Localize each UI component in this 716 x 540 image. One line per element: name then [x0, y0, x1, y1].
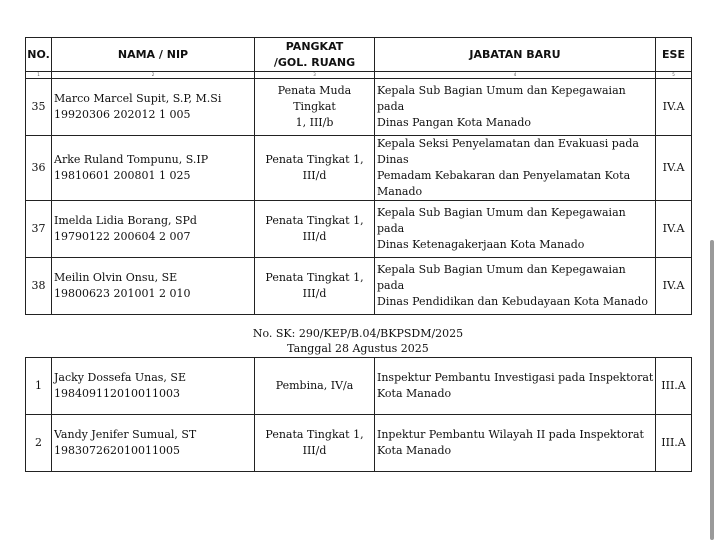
header-nama-nip: NAMA / NIP: [52, 38, 255, 72]
position-line: Dinas Pendidikan dan Kebudayaan Kota Manado: [377, 295, 648, 308]
echelon-cell: IV.A: [656, 79, 692, 136]
table-row: [26, 258, 692, 315]
employee-nip: 19920306 202012 1 005: [54, 108, 191, 121]
rank-line: Penata Tingkat 1,: [265, 271, 364, 284]
echelon-cell: IV.A: [656, 258, 692, 315]
row-number: 38: [26, 258, 52, 315]
column-number-row: [26, 72, 692, 79]
table-row: [26, 415, 692, 472]
row-number: 2: [26, 415, 52, 472]
appointment-table-2: [25, 357, 692, 472]
name-nip-cell: [52, 358, 255, 415]
rank-line: 1, III/b: [295, 116, 334, 129]
rank-line: Penata Muda Tingkat: [277, 84, 352, 113]
header-pangkat: [255, 38, 375, 72]
rank-line: III/d: [302, 169, 327, 182]
header-ese: ESE: [656, 38, 692, 72]
rank-cell: [255, 258, 375, 315]
employee-name: Marco Marcel Supit, S.P, M.Si: [54, 92, 222, 105]
position-cell: [375, 415, 656, 472]
appointment-table-1: [25, 37, 692, 315]
row-number: 35: [26, 79, 52, 136]
echelon-cell: III.A: [656, 358, 692, 415]
name-nip-cell: [52, 201, 255, 258]
rank-line: III/d: [302, 287, 327, 300]
employee-name: Meilin Olvin Onsu, SE: [54, 271, 178, 284]
position-line: Dinas Ketenagakerjaan Kota Manado: [377, 238, 585, 251]
position-line: Inspektur Pembantu Investigasi pada Inspektorat: [377, 371, 654, 384]
sk-date: Tanggal 28 Agustus 2025: [287, 342, 429, 355]
row-number: 36: [26, 136, 52, 201]
column-number: 3: [255, 72, 375, 79]
position-line: Pemadam Kebakaran dan Penyelamatan Kota: [377, 169, 631, 182]
table-row: [26, 79, 692, 136]
position-cell: [375, 258, 656, 315]
row-number: 1: [26, 358, 52, 415]
position-line: Kepala Seksi Penyelamatan dan Evakuasi pada Dinas: [377, 137, 639, 166]
employee-name: Jacky Dossefa Unas, SE: [54, 371, 186, 384]
table-row: [26, 201, 692, 258]
position-cell: [375, 358, 656, 415]
name-nip-cell: [52, 258, 255, 315]
position-line: Kepala Sub Bagian Umum dan Kepegawaian pada: [377, 263, 626, 292]
rank-line: Penata Tingkat 1,: [265, 153, 364, 166]
rank-cell: [255, 358, 375, 415]
header-jabatan-baru: JABATAN BARU: [375, 38, 656, 72]
header-pangkat-line1: PANGKAT: [285, 39, 344, 53]
name-nip-cell: [52, 79, 255, 136]
rank-cell: [255, 415, 375, 472]
vertical-scrollbar[interactable]: [710, 240, 714, 540]
employee-nip: 19790122 200604 2 007: [54, 230, 191, 243]
rank-line: Penata Tingkat 1,: [265, 214, 364, 227]
echelon-cell: IV.A: [656, 136, 692, 201]
position-line: Kota Manado: [377, 444, 452, 457]
position-line: Dinas Pangan Kota Manado: [377, 116, 531, 129]
employee-name: Arke Ruland Tompunu, S.IP: [54, 153, 209, 166]
employee-name: Vandy Jenifer Sumual, ST: [54, 428, 197, 441]
row-number: 37: [26, 201, 52, 258]
header-no: NO.: [26, 38, 52, 72]
position-line: Kota Manado: [377, 387, 452, 400]
position-line: Inpektur Pembantu Wilayah II pada Inspektorat: [377, 428, 644, 441]
rank-line: III/d: [302, 230, 327, 243]
table-row: [26, 136, 692, 201]
name-nip-cell: [52, 415, 255, 472]
employee-nip: 198409112010011003: [54, 387, 180, 400]
position-cell: [375, 79, 656, 136]
rank-cell: [255, 79, 375, 136]
rank-line: Penata Tingkat 1,: [265, 428, 364, 441]
name-nip-cell: [52, 136, 255, 201]
employee-name: Imelda Lidia Borang, SPd: [54, 214, 197, 227]
sk-number: No. SK: 290/KEP/B.04/BKPSDM/2025: [252, 327, 464, 340]
rank-line: III/d: [302, 444, 327, 457]
echelon-cell: III.A: [656, 415, 692, 472]
column-number: 1: [26, 72, 52, 79]
table-row: [26, 358, 692, 415]
position-line: Kepala Sub Bagian Umum dan Kepegawaian pada: [377, 206, 626, 235]
column-number: 5: [656, 72, 692, 79]
position-cell: [375, 201, 656, 258]
header-pangkat-line2: /GOL. RUANG: [273, 55, 356, 69]
rank-line: Pembina, IV/a: [275, 379, 354, 392]
echelon-cell: IV.A: [656, 201, 692, 258]
position-line: Kepala Sub Bagian Umum dan Kepegawaian pada: [377, 84, 626, 113]
table-header-row: [26, 38, 692, 72]
column-number: 2: [52, 72, 255, 79]
rank-cell: [255, 136, 375, 201]
employee-nip: 19810601 200801 1 025: [54, 169, 191, 182]
rank-cell: [255, 201, 375, 258]
position-line: Manado: [377, 185, 423, 198]
employee-nip: 19800623 201001 2 010: [54, 287, 191, 300]
employee-nip: 198307262010011005: [54, 444, 180, 457]
column-number: 4: [375, 72, 656, 79]
position-cell: [375, 136, 656, 201]
